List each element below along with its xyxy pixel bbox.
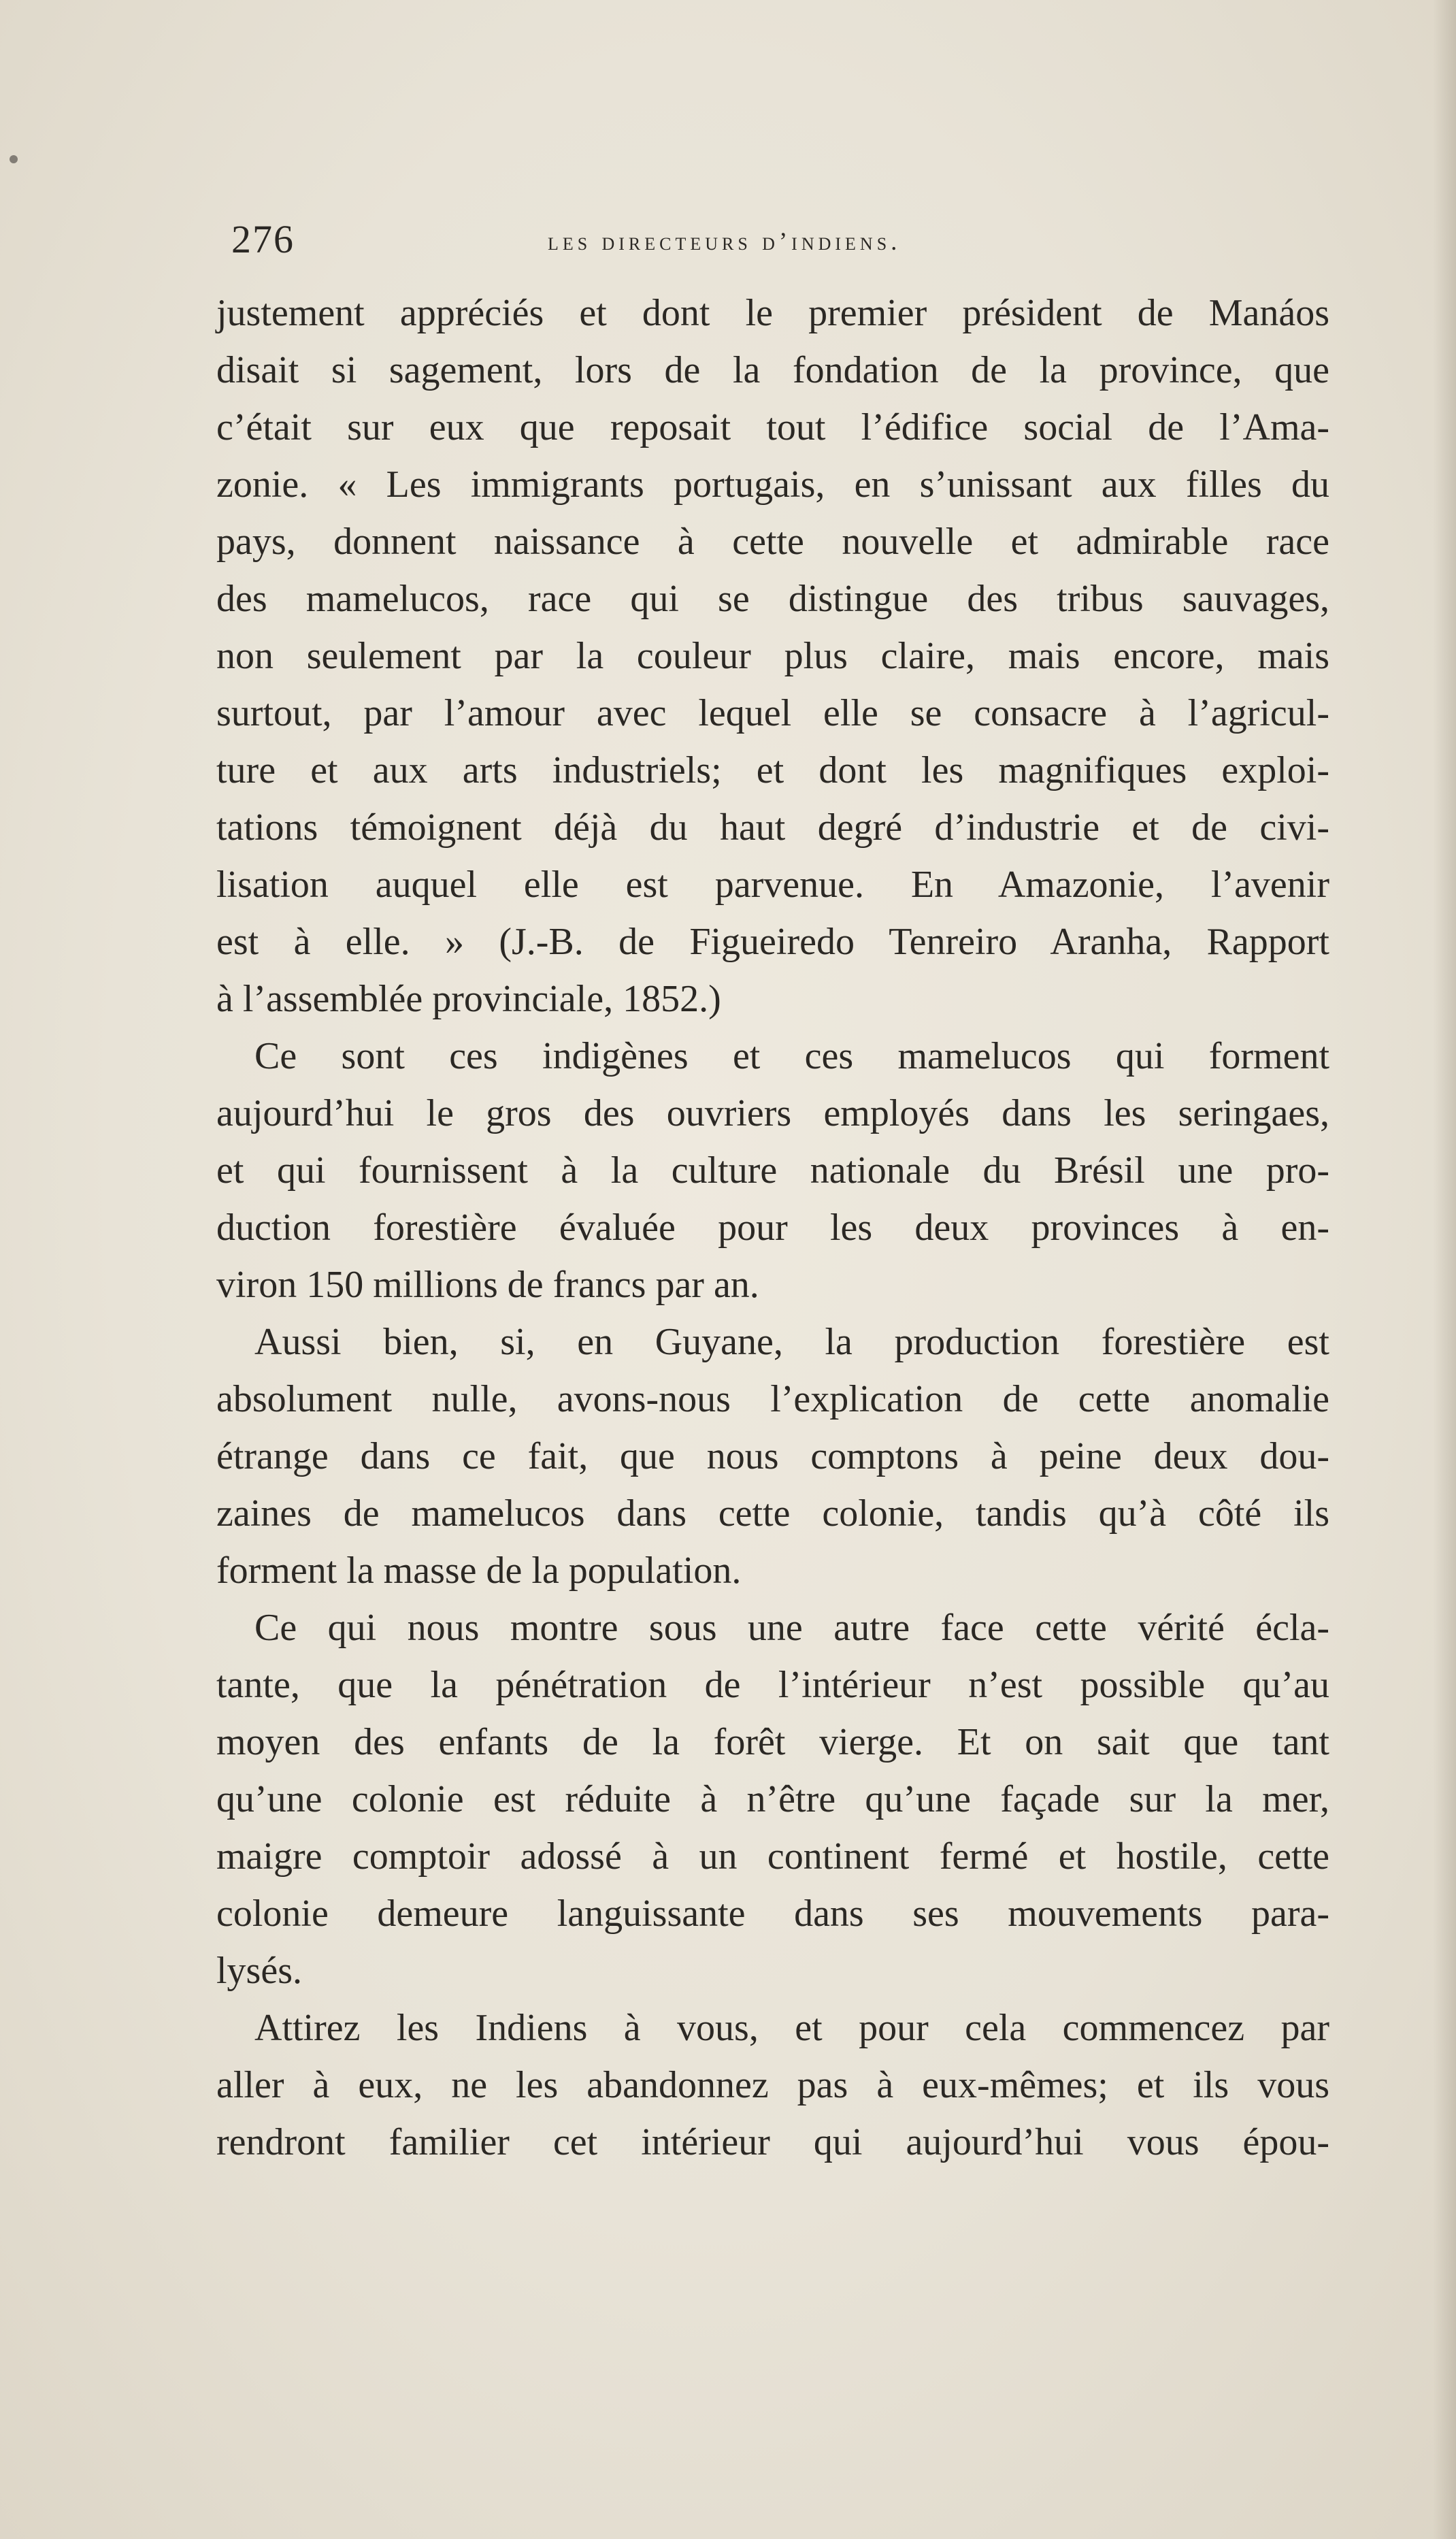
text-line: moyen des enfants de la forêt vierge. Et on sait que tant (216, 1721, 1329, 1763)
paragraph-2 (216, 1028, 1329, 1313)
text-line: absolument nulle, avons-nous l’explication de cette anomalie (216, 1378, 1329, 1420)
text-line: pays, donnent naissance à cette nouvelle et admirable race (216, 521, 1329, 563)
text-line: étrange dans ce fait, que nous comptons à peine deux dou- (216, 1435, 1329, 1477)
text-line: des mamelucos, race qui se distingue des tribus sauvages, (216, 578, 1329, 620)
text-line: zaines de mamelucos dans cette colonie, tandis qu’à côté ils (216, 1492, 1329, 1535)
page-edge-shadow (1433, 0, 1456, 2539)
text-line: viron 150 millions de francs par an. (216, 1264, 759, 1306)
running-head (231, 219, 1034, 260)
paragraph-3 (216, 1313, 1329, 1599)
text-line: Aussi bien, si, en Guyane, la production forestière est (254, 1321, 1329, 1363)
text-line: colonie demeure languissante dans ses mouvements para- (216, 1893, 1329, 1935)
text-line: est à elle. » (J.-B. de Figueiredo Tenreiro Aranha, Rapport (216, 921, 1329, 963)
text-line: Ce qui nous montre sous une autre face cette vérité écla- (254, 1607, 1329, 1649)
ink-spot (10, 155, 18, 163)
text-line: lisation auquel elle est parvenue. En Amazonie, l’avenir (216, 864, 1329, 906)
text-line: et qui fournissent à la culture nationale du Brésil une pro- (216, 1149, 1329, 1192)
text-line: tations témoignent déjà du haut degré d’industrie et de civi- (216, 806, 1329, 849)
paragraph-1 (216, 284, 1329, 1028)
text-line: disait si sagement, lors de la fondation de la province, que (216, 349, 1329, 391)
text-line: c’était sur eux que reposait tout l’édifice social de l’Ama- (216, 406, 1329, 448)
text-line: surtout, par l’amour avec lequel elle se consacre à l’agricul- (216, 692, 1329, 734)
text-line: à l’assemblée provinciale, 1852.) (216, 978, 721, 1020)
text-line: forment la masse de la population. (216, 1550, 742, 1592)
text-line: non seulement par la couleur plus claire, mais encore, mais (216, 635, 1329, 677)
text-line: maigre comptoir adossé à un continent fermé et hostile, cette (216, 1835, 1329, 1878)
text-line: Attirez les Indiens à vous, et pour cela commencez par (254, 2007, 1329, 2049)
text-line: aller à eux, ne les abandonnez pas à eux-mêmes; et ils vous (216, 2064, 1329, 2106)
text-line: qu’une colonie est réduite à n’être qu’une façade sur la mer, (216, 1778, 1329, 1820)
text-line: tante, que la pénétration de l’intérieur n’est possible qu’au (216, 1664, 1329, 1706)
text-line: rendront familier cet intérieur qui aujourd’hui vous épou- (216, 2121, 1329, 2163)
text-line: duction forestière évaluée pour les deux provinces à en- (216, 1207, 1329, 1249)
paragraph-4 (216, 1599, 1329, 1999)
page-number: 276 (231, 217, 295, 261)
text-line: aujourd’hui le gros des ouvriers employés dans les seringaes, (216, 1092, 1329, 1134)
body-text (216, 284, 1329, 2171)
text-line: lysés. (216, 1950, 302, 1992)
text-line: justement appréciés et dont le premier président de Manáos (216, 292, 1329, 334)
paragraph-5 (216, 1999, 1329, 2171)
text-line: zonie. « Les immigrants portugais, en s’unissant aux filles du (216, 463, 1329, 506)
running-title: les directeurs d’indiens. (548, 228, 901, 256)
text-line: Ce sont ces indigènes et ces mamelucos qui forment (254, 1035, 1329, 1077)
text-line: ture et aux arts industriels; et dont les magnifiques exploi- (216, 749, 1329, 791)
